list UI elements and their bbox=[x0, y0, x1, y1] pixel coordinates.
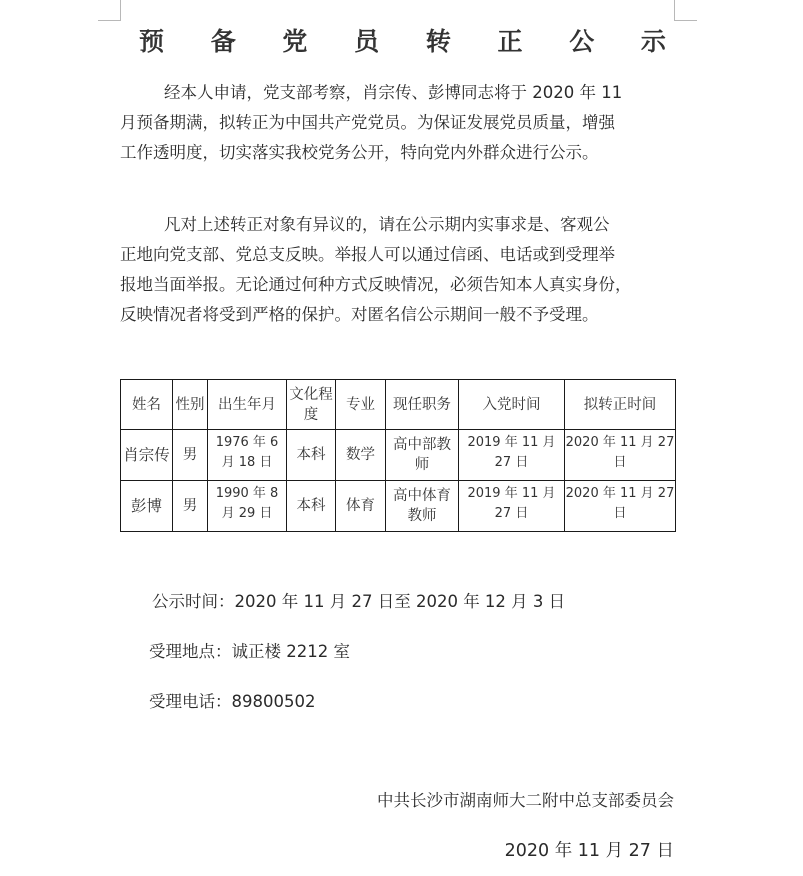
table-row bbox=[121, 430, 676, 481]
crop-mark-top-right-vertical bbox=[674, 0, 675, 20]
paragraph-line: 经本人申请，党支部考察，肖宗传、彭博同志将于 2020 年 11 bbox=[164, 83, 623, 102]
publicity-period: 公示时间：2020 年 11 月 27 日至 2020 年 12 月 3 日 bbox=[152, 592, 566, 611]
paragraph-application bbox=[120, 78, 676, 168]
crop-mark-top-left-vertical bbox=[120, 0, 121, 20]
candidate-table bbox=[120, 379, 676, 532]
table-header-cell: 专业 bbox=[336, 380, 386, 430]
table-cell-name: 肖宗传 bbox=[121, 430, 173, 481]
table-cell-join-date: 2019 年 11 月 27 日 bbox=[459, 430, 565, 481]
table-cell-major: 体育 bbox=[336, 481, 386, 532]
table-cell-full-member-date: 2020 年 11 月 27 日 bbox=[565, 481, 676, 532]
paragraph-objection bbox=[120, 210, 676, 330]
paragraph-line: 凡对上述转正对象有异议的，请在公示期内实事求是、客观公 bbox=[164, 215, 610, 234]
table-header-cell: 性别 bbox=[173, 380, 208, 430]
acceptance-phone: 受理电话：89800502 bbox=[149, 692, 316, 711]
table-cell-join-date: 2019 年 11 月 27 日 bbox=[459, 481, 565, 532]
document-title: 预 备 党 员 转 正 公 示 bbox=[139, 27, 685, 56]
signature-organization: 中共长沙市湖南师大二附中总支部委员会 bbox=[377, 791, 674, 810]
table-header-row bbox=[121, 380, 676, 430]
table-header-cell: 入党时间 bbox=[459, 380, 565, 430]
acceptance-location: 受理地点：诚正楼 2212 室 bbox=[149, 642, 350, 661]
paragraph-line: 报地当面举报。无论通过何种方式反映情况，必须告知本人真实身份， bbox=[120, 275, 632, 294]
table-cell-position: 高中部教师 bbox=[386, 430, 459, 481]
table-cell-birth-date: 1990 年 8 月 29 日 bbox=[208, 481, 287, 532]
table-cell-education: 本科 bbox=[287, 481, 336, 532]
table-row bbox=[121, 481, 676, 532]
crop-mark-top-right-horizontal bbox=[674, 20, 697, 21]
signature-date: 2020 年 11 月 27 日 bbox=[504, 841, 674, 861]
crop-mark-top-left-horizontal bbox=[98, 20, 121, 21]
table-cell-birth-date: 1976 年 6 月 18 日 bbox=[208, 430, 287, 481]
table-cell-name: 彭博 bbox=[121, 481, 173, 532]
table-header-cell: 现任职务 bbox=[386, 380, 459, 430]
table-cell-gender: 男 bbox=[173, 430, 208, 481]
paragraph-line: 月预备期满，拟转正为中国共产党党员。为保证发展党员质量，增强 bbox=[120, 113, 615, 132]
table-cell-gender: 男 bbox=[173, 481, 208, 532]
table-cell-major: 数学 bbox=[336, 430, 386, 481]
table-header-cell: 姓名 bbox=[121, 380, 173, 430]
table-header-cell: 文化程度 bbox=[287, 380, 336, 430]
table-cell-education: 本科 bbox=[287, 430, 336, 481]
paragraph-line: 反映情况者将受到严格的保护。对匿名信公示期间一般不予受理。 bbox=[120, 305, 599, 324]
table-header-cell: 拟转正时间 bbox=[565, 380, 676, 430]
paragraph-line: 正地向党支部、党总支反映。举报人可以通过信函、电话或到受理举 bbox=[120, 245, 615, 264]
paragraph-line: 工作透明度，切实落实我校党务公开，特向党内外群众进行公示。 bbox=[120, 143, 599, 162]
table-cell-position: 高中体育教师 bbox=[386, 481, 459, 532]
table-cell-full-member-date: 2020 年 11 月 27 日 bbox=[565, 430, 676, 481]
table-header-cell: 出生年月 bbox=[208, 380, 287, 430]
